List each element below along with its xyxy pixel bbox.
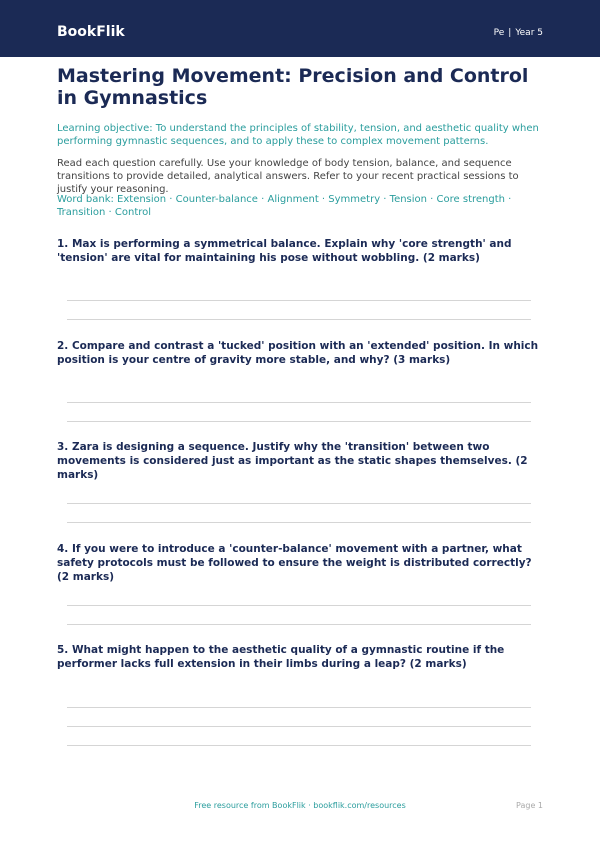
brand-logo-text: BookFlik bbox=[57, 24, 125, 40]
learning-objective: Learning objective: To understand the principles of stability, tension, and aesthetic quality when performing gymnastic sequences, and to apply these to complex movement patterns. bbox=[57, 123, 539, 147]
answer-line[interactable] bbox=[67, 707, 531, 708]
answer-line[interactable] bbox=[67, 726, 531, 727]
answer-line[interactable] bbox=[67, 503, 531, 504]
page-header bbox=[0, 0, 600, 57]
word-bank: Word bank: Extension · Counter-balance · Alignment · Symmetry · Tension · Core strength · Transition · Control bbox=[57, 194, 512, 218]
instructions-text: Read each question carefully. Use your knowledge of body tension, balance, and sequence transitions to provide detailed, analytical answers. Refer to your recent practical sessions to justify your reasoning. bbox=[57, 158, 519, 195]
meta-separator: | bbox=[508, 28, 512, 38]
subject-year-label bbox=[494, 27, 543, 39]
page-number: Page 1 bbox=[516, 801, 543, 810]
answer-line[interactable] bbox=[67, 319, 531, 320]
question-3: 3. Zara is designing a sequence. Justify why the 'transition' between two movements is considered just as important as the static shapes themselves. (2 marks) bbox=[57, 441, 528, 481]
answer-line[interactable] bbox=[67, 402, 531, 403]
worksheet-title: Mastering Movement: Precision and Control in Gymnastics bbox=[57, 65, 529, 109]
answer-line[interactable] bbox=[67, 745, 531, 746]
answer-line[interactable] bbox=[67, 605, 531, 606]
question-5: 5. What might happen to the aesthetic quality of a gymnastic routine if the performer lacks full extension in their limbs during a leap? (2 marks) bbox=[57, 644, 505, 670]
answer-line[interactable] bbox=[67, 522, 531, 523]
year-label: Year 5 bbox=[515, 28, 543, 38]
subject-label: Pe bbox=[493, 28, 505, 38]
question-2: 2. Compare and contrast a 'tucked' position with an 'extended' position. In which position is your centre of gravity more stable, and why? (3 marks) bbox=[57, 340, 539, 366]
answer-line[interactable] bbox=[67, 421, 531, 422]
question-1: 1. Max is performing a symmetrical balance. Explain why 'core strength' and 'tension' are vital for maintaining his pose without wobbling. (2 marks) bbox=[57, 238, 512, 264]
answer-line[interactable] bbox=[67, 300, 531, 301]
answer-line[interactable] bbox=[67, 624, 531, 625]
question-4: 4. If you were to introduce a 'counter-balance' movement with a partner, what safety protocols must be followed to ensure the weight is distributed correctly? (2 marks) bbox=[57, 543, 532, 583]
footer-resource-link[interactable]: Free resource from BookFlik · bookflik.com/resources bbox=[194, 801, 406, 810]
